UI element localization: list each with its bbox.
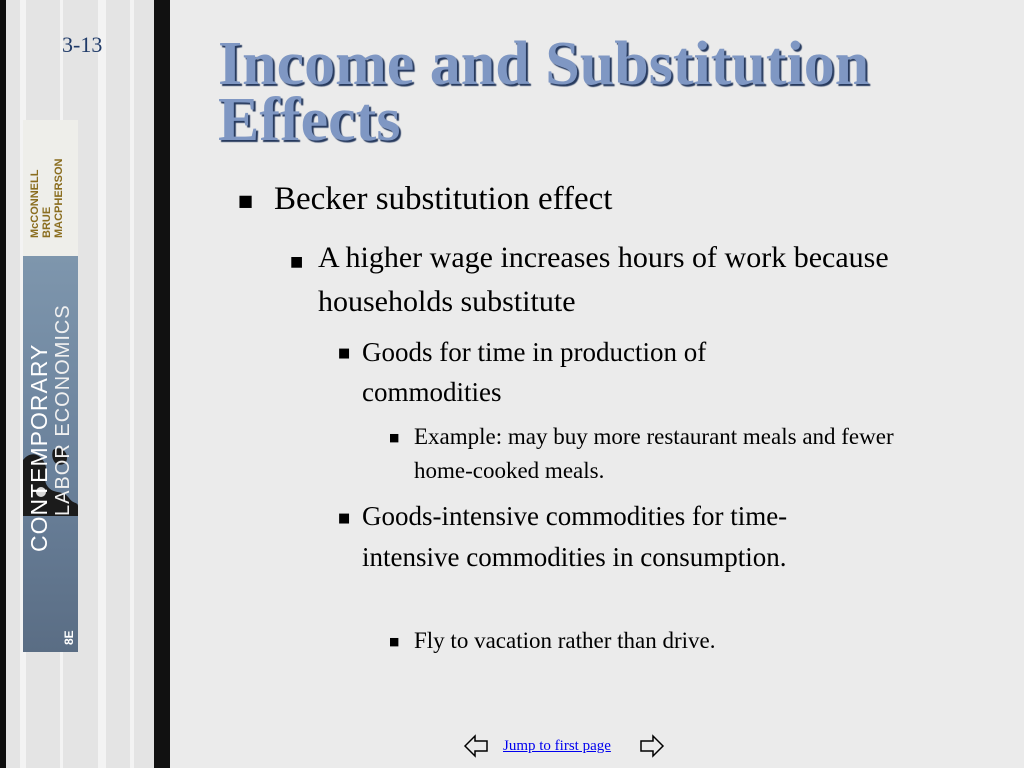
book-cover-logo — [23, 120, 78, 652]
list-item-text: A higher wage increases hours of work because households substitute — [318, 241, 889, 318]
footer-navigation — [463, 733, 673, 759]
book-author: BRUE — [41, 206, 53, 238]
right-arrow-icon[interactable] — [639, 733, 665, 759]
strip-streak — [98, 0, 106, 768]
left-arrow-icon[interactable] — [463, 733, 489, 759]
book-title-line1: CONTEMPORARY — [26, 343, 52, 552]
slide-number: 3-13 — [62, 32, 103, 57]
book-author: McCONNELL — [29, 169, 41, 238]
book-author: MACPHERSON — [53, 158, 65, 238]
jump-to-first-page-link[interactable]: Jump to first page — [503, 738, 611, 754]
list-item-text: Goods-intensive commodities for time-intensive commodities in consumption. — [362, 501, 788, 572]
square-bullet-icon: ■ — [389, 431, 400, 444]
strip-streak — [130, 0, 134, 768]
square-bullet-icon: ■ — [389, 635, 400, 648]
square-bullet-icon: ■ — [338, 346, 351, 361]
list-item-text: Fly to vacation rather than drive. — [414, 628, 716, 653]
book-authors — [29, 159, 65, 238]
book-title-line2: LABOR ECONOMICS — [52, 304, 74, 516]
square-bullet-icon: ■ — [290, 254, 304, 270]
book-edition: 8E — [62, 630, 76, 645]
square-bullet-icon: ■ — [338, 511, 351, 526]
list-item-text: Becker substitution effect — [274, 181, 613, 217]
square-bullet-icon: ■ — [238, 191, 254, 210]
list-item-text: Goods for time in production of commodities — [362, 337, 707, 407]
slide-title: Income and Substitution Effects — [218, 30, 870, 154]
list-item-text: Example: may buy more restaurant meals and fewer home-cooked meals. — [414, 424, 894, 483]
